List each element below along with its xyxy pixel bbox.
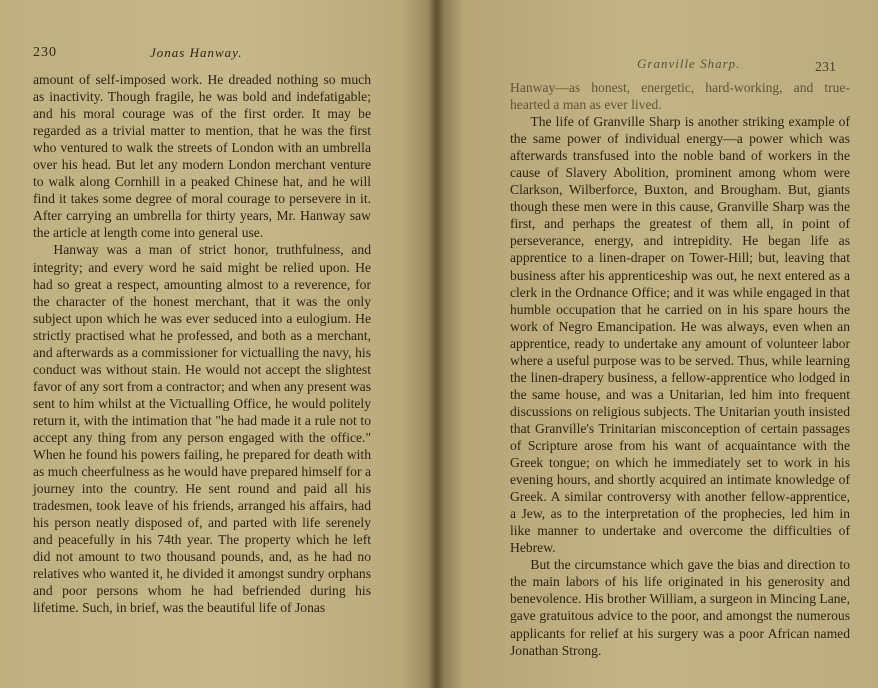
left-paragraph-1: amount of self-imposed work. He dreaded nothing so much as inactivity. Though fragile, he was bold and indefatigable; and his moral courage was of the first order. It may be regarded as a trivial matter to mention, that he was the first who ventured to walk the streets of London with an umbrella over his head. But let any modern London merchant venture to walk along Cornhill in a peaked Chinese hat, and he will find it takes some degree of moral courage to persevere in it. After carrying an umbrella for thirty years, Mr. Hanway saw the article at length come into general use.: [33, 72, 371, 241]
right-page-text: [510, 79, 850, 659]
right-page-number: 231: [815, 60, 836, 75]
right-paragraph-1: Hanway—as honest, energetic, hard-working, and true-hearted a man as ever lived.: [510, 80, 850, 113]
right-page: [437, 0, 878, 688]
left-paragraph-2: Hanway was a man of strict honor, truthfulness, and integrity; and every word he said might be relied upon. He had so great a respect, amounting almost to a reverence, for the character of the honest merchant, that it was the only subject upon which he was ever seduced into a eulogium. He strictly practised what he professed, and both as a merchant, and afterwards as a commissioner for victualling the navy, his conduct was without stain. He would not accept the slightest favor of any sort from a contractor; and when any present was sent to him whilst at the Victualling Office, he would politely return it, with the intimation that "he had made it a rule not to accept any thing from any person engaged with the office." When he found his powers failing, he prepared for death with as much cheerfulness as he would have prepared himself for a journey into the country. He sent round and paid all his tradesmen, took leave of his friends, arranged his affairs, had his person neatly disposed of, and parted with life serenely and peacefully in his 74th year. The property which he left did not amount to two thousand pounds, and, as he had no relatives who wanted it, he divided it amongst sundry orphans and poor persons whom he had befriended during his lifetime. Such, in brief, was the beautiful life of Jonas: [33, 242, 371, 616]
right-paragraph-2: The life of Granville Sharp is another striking example of the same power of individual energy—a power which was afterwards transfused into the noble band of workers in the cause of Slavery Abolition, prominent among whom were Clarkson, Wilberforce, Buxton, and Brougham. But, giants though these men were in this cause, Granville Sharp was the first, and perhaps the greatest of them all, in point of perseverance, energy, and intrepidity. He began life as apprentice to a linen-draper on Tower-Hill; but, leaving that business after his apprenticeship was out, he next entered as a clerk in the Ordnance Office; and it was while engaged in that humble occupation that he carried on in his spare hours the work of Negro Emancipation. He was always, even when an apprentice, ready to undertake any amount of volunteer labor where a useful purpose was to be served. Thus, while learning the linen-drapery business, a fellow-apprentice who lodged in the same house, and was a Unitarian, led him into frequent discussions on religious subjects. The Unitarian youth insisted that Granville's Trinitarian misconception of certain passages of Scripture arose from his want of acquaintance with the Greek tongue; on which he immediately set to work in his evening hours, and shortly acquired an intimate knowledge of Greek. A similar controversy with another fellow-apprentice, a Jew, as to the interpretation of the prophecies, led him in like manner to undertake and overcome the difficulties of Hebrew.: [510, 114, 850, 556]
left-page: [0, 0, 437, 688]
right-running-title: Granville Sharp.: [637, 56, 741, 71]
left-running-title: Jonas Hanway.: [150, 45, 243, 60]
left-page-number: 230: [33, 45, 57, 60]
book-gutter-shadow: [428, 0, 444, 688]
left-page-text: [33, 71, 371, 617]
right-paragraph-3: But the circumstance which gave the bias and direction to the main labors of his life originated in his generosity and benevolence. His brother William, a surgeon in Mincing Lane, gave gratuitous advice to the poor, and amongst the numerous applicants for relief at his surgery was a poor African named Jonathan Strong.: [510, 557, 850, 658]
